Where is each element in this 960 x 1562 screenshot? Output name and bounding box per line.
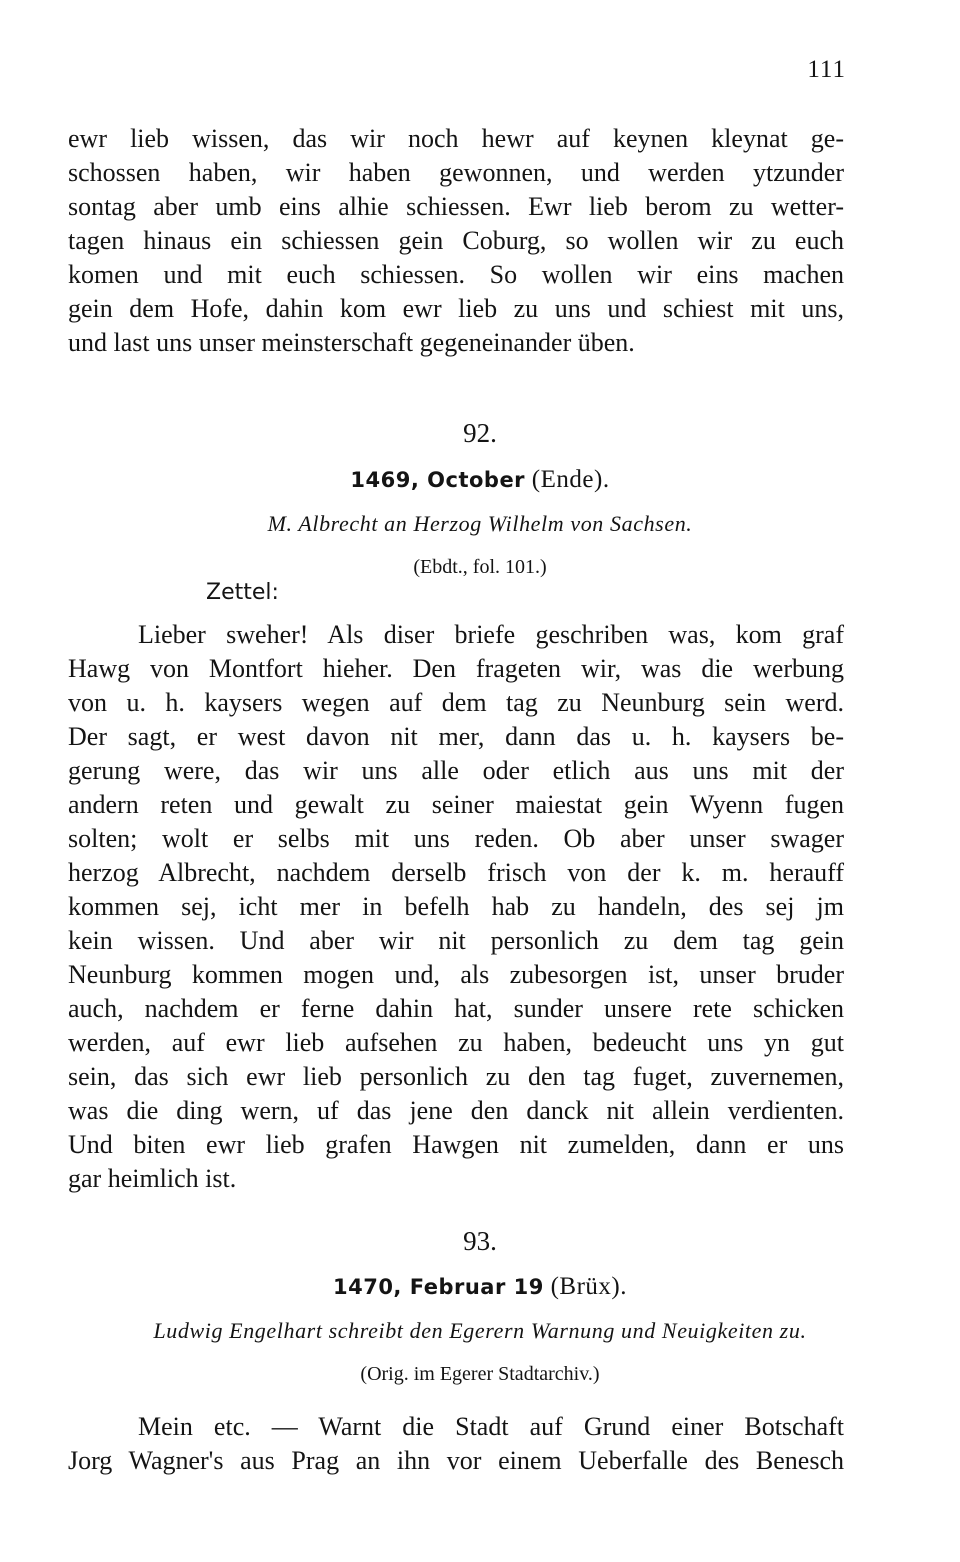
entry-93-date-bold: 1470, Februar 19 xyxy=(332,1275,544,1299)
text-line: komen und mit euch schiessen. So wollen wir eins machen xyxy=(68,260,844,289)
text-line: tagen hinaus ein schiessen gein Coburg, so wollen wir zu euch xyxy=(68,226,844,255)
text-line: sein, das sich ewr lieb personlich zu den tag fuget, zuvernemen, xyxy=(68,1062,844,1091)
entry-92-source: (Ebdt., fol. 101.) xyxy=(413,556,547,578)
entry-92-date-bold: 1469, October xyxy=(350,468,526,492)
text-line: ewr lieb wissen, das wir noch hewr auf keynen kleynat ge- xyxy=(68,124,844,153)
text-line: Neunburg kommen mogen und, als zubesorgen ist, unser bruder xyxy=(68,960,844,989)
entry-92-date xyxy=(0,466,960,494)
entry-93-date-place: (Brüx). xyxy=(543,1273,628,1300)
text-line: Hawg von Montfort hieher. Den frageten wir, was die werbung xyxy=(68,654,844,683)
text-line: kein wissen. Und aber wir nit personlich zu dem tag gein xyxy=(68,926,844,955)
entry-92-number: 92. xyxy=(463,418,497,448)
entry-93-summary: Ludwig Engelhart schreibt den Egerern Warnung und Neuigkeiten zu. xyxy=(153,1318,807,1343)
text-line: schossen haben, wir haben gewonnen, und werden ytzunder xyxy=(68,158,844,187)
text-line: gein dem Hofe, dahin kom ewr lieb zu uns und schiest mit uns, xyxy=(68,294,844,323)
entry-93-source: (Orig. im Egerer Stadtarchiv.) xyxy=(360,1363,600,1385)
text-line: und last uns unser meinsterschaft gegeneinander üben. xyxy=(68,328,635,357)
entry-93-date xyxy=(0,1273,960,1301)
entry-92-label: Zettel: xyxy=(206,580,279,605)
text-line: Jorg Wagner's aus Prag an ihn vor einem Ueberfalle des Benesch xyxy=(68,1446,844,1475)
text-line: Und biten ewr lieb grafen Hawgen nit zumelden, dann er uns xyxy=(68,1130,844,1159)
text-line: gerung were, das wir uns alle oder etlich aus uns mit der xyxy=(68,756,844,785)
text-line: andern reten und gewalt zu seiner maiestat gein Wyenn fugen xyxy=(68,790,844,819)
text-line: auch, nachdem er ferne dahin hat, sunder unsere rete schicken xyxy=(68,994,844,1023)
text-line: werden, auf ewr lieb aufsehen zu haben, bedeucht uns yn gut xyxy=(68,1028,844,1057)
text-line: von u. h. kaysers wegen auf dem tag zu Neunburg sein werd. xyxy=(68,688,844,717)
text-line: herzog Albrecht, nachdem derselb frisch von der k. m. herauff xyxy=(68,858,844,887)
text-line: sontag aber umb eins alhie schiessen. Ewr lieb berom zu wetter- xyxy=(68,192,844,221)
intro-paragraph xyxy=(68,122,844,360)
text-line: solten; wolt er selbs mit uns reden. Ob aber unser swager xyxy=(68,824,844,853)
text-line: gar heimlich ist. xyxy=(68,1164,237,1193)
text-line: kommen sej, icht mer in befelh hab zu handeln, des sej jm xyxy=(68,892,844,921)
text-line: was die ding wern, uf das jene den danck nit allein verdienten. xyxy=(68,1096,844,1125)
text-line: Lieber sweher! Als diser briefe geschriben was, kom graf xyxy=(138,620,844,649)
entry-93-number: 93. xyxy=(463,1226,497,1256)
text-line: Mein etc. — Warnt die Stadt auf Grund einer Botschaft xyxy=(138,1412,844,1441)
entry-92-summary: M. Albrecht an Herzog Wilhelm von Sachsen. xyxy=(267,511,693,536)
entry-92-date-place: (Ende). xyxy=(525,466,610,493)
text-line: Der sagt, er west davon nit mer, dann das u. h. kaysers be- xyxy=(68,722,844,751)
entry-93-text xyxy=(68,1410,844,1478)
entry-92-text xyxy=(68,618,844,1196)
page-number: 111 xyxy=(807,56,846,83)
